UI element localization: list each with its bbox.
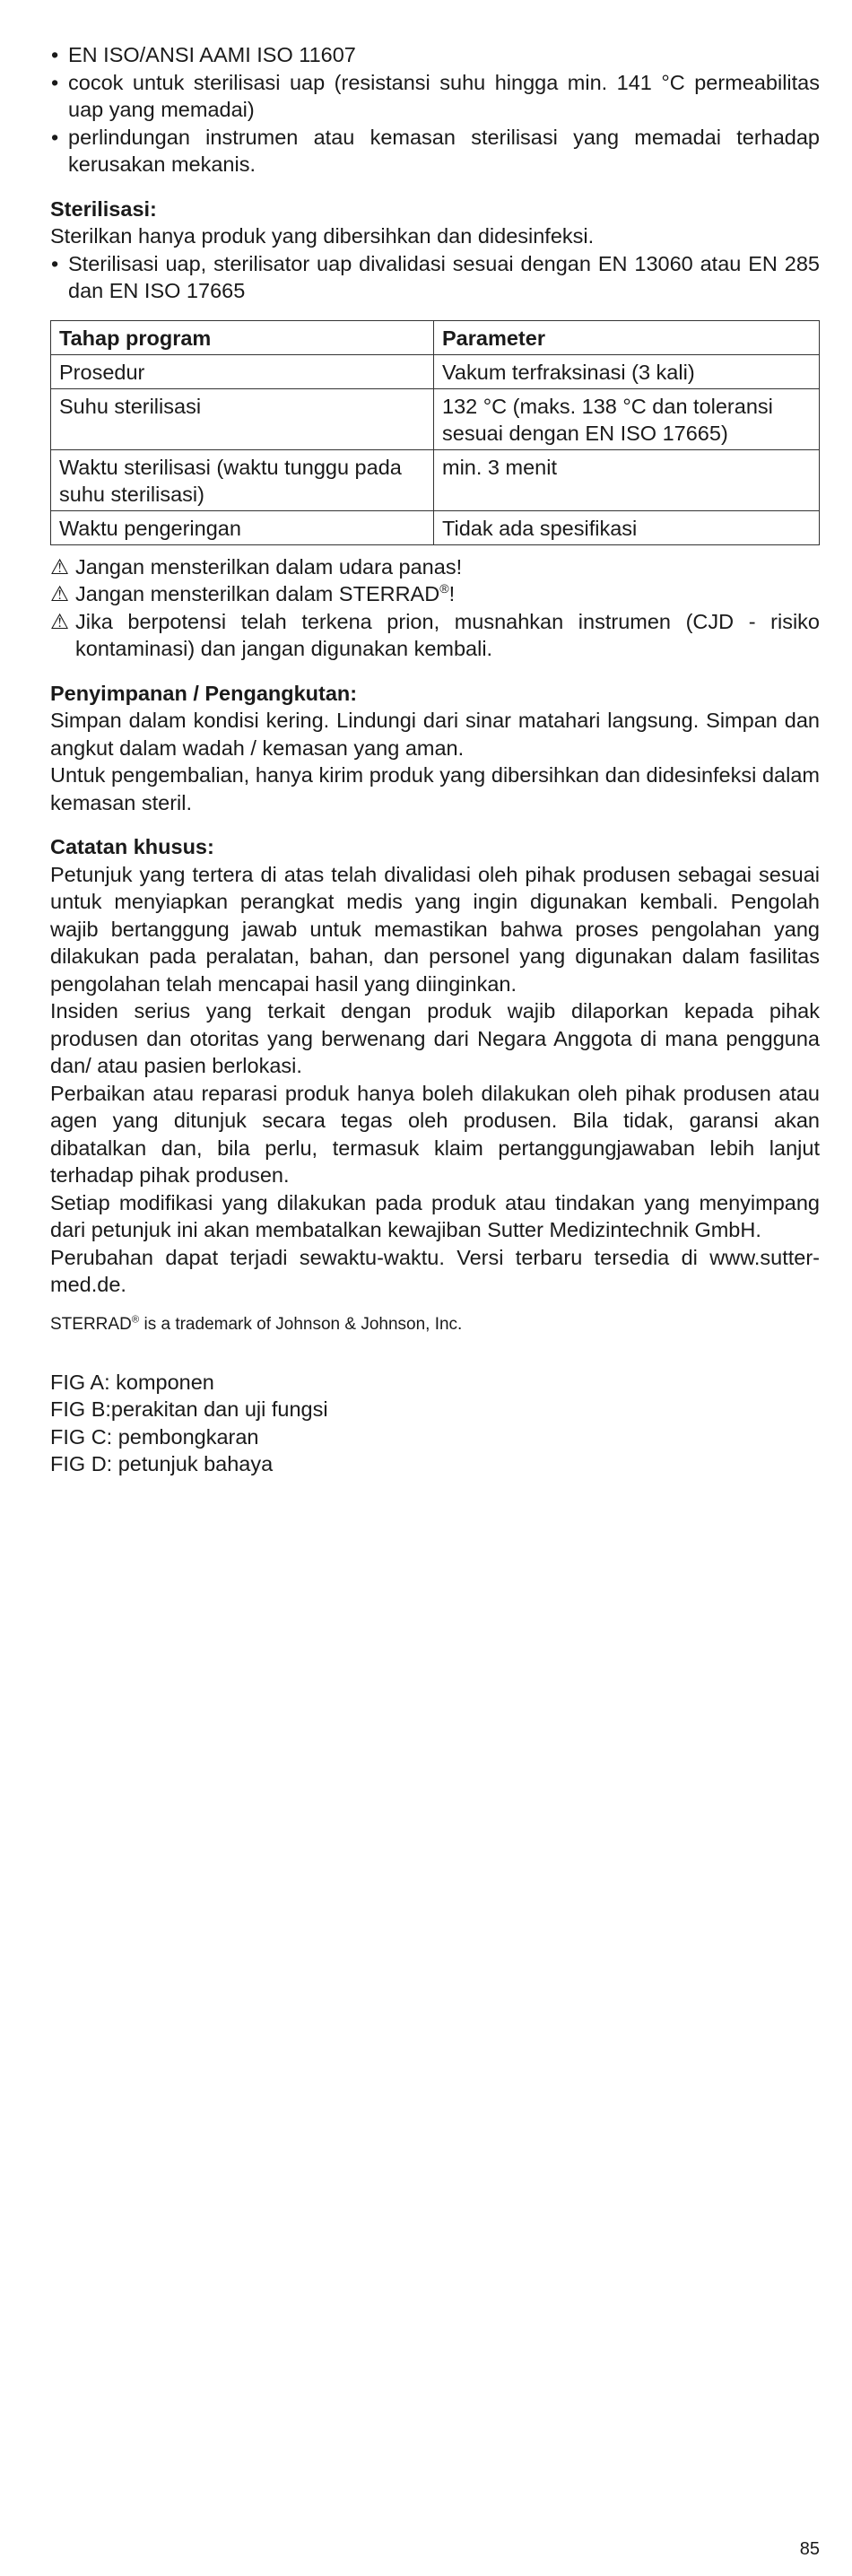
table-cell: min. 3 menit — [434, 449, 820, 510]
table-row — [51, 354, 820, 388]
registered-mark: ® — [131, 1314, 140, 1326]
section-heading: Penyimpanan / Pengangkutan: — [50, 681, 358, 705]
document-page — [50, 41, 820, 1478]
warning-text: Jika berpotensi telah terkena prion, musnahkan instrumen (CJD - risiko kontaminasi) dan jangan digunakan kembali. — [75, 609, 820, 660]
table-header: Parameter — [434, 320, 820, 354]
table-header-row — [51, 320, 820, 354]
paragraph: Perbaikan atau reparasi produk hanya boleh dilakukan oleh pihak produsen atau agen yang ditunjuk secara tegas oleh produsen. Bila tidak, garansi akan dibatalkan dan, bila perlu, termasuk klaim pertanggungjawaban lebih lanjut terhadap pihak produsen. — [50, 1081, 820, 1187]
table-cell: 132 °C (maks. 138 °C dan toleransi sesuai dengan EN ISO 17665) — [434, 388, 820, 449]
trademark-note — [50, 1313, 820, 1336]
warning-sterrad — [50, 580, 820, 608]
warning-text: Jangan mensterilkan dalam udara panas! — [75, 554, 463, 579]
warning-triangle-icon: ⚠ — [50, 554, 70, 579]
warning-triangle-icon: ⚠ — [50, 609, 70, 633]
table-row — [51, 449, 820, 510]
trademark-text: is a trademark of Johnson & Johnson, Inc. — [139, 1314, 463, 1334]
figure-caption: FIG D: petunjuk bahaya — [50, 1452, 274, 1475]
paragraph: Setiap modifikasi yang dilakukan pada produk atau tindakan yang menyimpang dari petunjuk ini akan membatalkan kewajiban Sutter Medizintechnik GmbH. — [50, 1190, 820, 1241]
table-row — [51, 388, 820, 449]
list-item: • cocok untuk sterilisasi uap (resistansi suhu hingga min. 141 °C permeabilitas uap yang memadai) — [50, 69, 820, 124]
requirements-list — [50, 41, 820, 178]
warning-prion — [50, 608, 820, 663]
trademark-name: STERRAD — [50, 1314, 132, 1334]
table-header: Tahap program — [51, 320, 434, 354]
table-cell: Waktu sterilisasi (waktu tunggu pada suhu sterilisasi) — [51, 449, 434, 510]
warning-text-end: ! — [448, 582, 456, 605]
table-cell: Suhu sterilisasi — [51, 388, 434, 449]
sterilization-list — [50, 250, 820, 305]
sterilization-section — [50, 196, 820, 663]
paragraph: Perubahan dapat terjadi sewaktu-waktu. Versi terbaru tersedia di www.sutter-med.de. — [50, 1245, 820, 1296]
paragraph: Petunjuk yang tertera di atas telah divalidasi oleh pihak produsen sebagai sesuai untuk menyiapkan perangkat medis yang ingin digunakan kembali. Pengolah wajib bertanggung jawab untuk memastikan bahwa proses pengolahan yang dilakukan pada peralatan, bahan, dan personel yang digunakan dalam fasilitas pengolahan telah mencapai hasil yang diinginkan. — [50, 862, 820, 996]
paragraph: Insiden serius yang terkait dengan produk wajib dilaporkan kepada pihak produsen dan otoritas yang berwenang dari Negara Anggota di mana pengguna dan/ atau pasien berlokasi. — [50, 999, 820, 1077]
registered-mark: ® — [439, 581, 449, 596]
figure-list — [50, 1369, 820, 1478]
figure-caption: FIG A: komponen — [50, 1370, 214, 1394]
table-row — [51, 510, 820, 544]
notes-section — [50, 833, 820, 1336]
storage-section — [50, 680, 820, 817]
sterilization-intro: Sterilkan hanya produk yang dibersihkan dan didesinfeksi. — [50, 224, 595, 248]
table-cell: Vakum terfraksinasi (3 kali) — [434, 354, 820, 388]
sterilization-parameters-table — [50, 320, 820, 545]
paragraph: Simpan dalam kondisi kering. Lindungi dari sinar matahari langsung. Simpan dan angkut dalam wadah / kemasan yang aman. — [50, 709, 820, 760]
section-heading: Catatan khusus: — [50, 835, 214, 858]
warning-triangle-icon: ⚠ — [50, 582, 70, 605]
section-heading: Sterilisasi: — [50, 196, 157, 221]
figure-caption: FIG C: pembongkaran — [50, 1424, 259, 1449]
table-cell: Prosedur — [51, 354, 434, 388]
list-item: • EN ISO/ANSI AAMI ISO 11607 — [50, 41, 820, 69]
table-cell: Tidak ada spesifikasi — [434, 510, 820, 544]
figure-caption: FIG B:perakitan dan uji fungsi — [50, 1397, 328, 1421]
table-cell: Waktu pengeringan — [51, 510, 434, 544]
list-item: • Sterilisasi uap, sterilisator uap divalidasi sesuai dengan EN 13060 atau EN 285 dan EN ISO 17665 — [50, 250, 820, 305]
warning-hot-air — [50, 553, 820, 581]
paragraph: Untuk pengembalian, hanya kirim produk yang dibersihkan dan didesinfeksi dalam kemasan steril. — [50, 763, 820, 814]
warning-text: Jangan mensterilkan dalam STERRAD — [75, 582, 440, 605]
list-item: • perlindungan instrumen atau kemasan sterilisasi yang memadai terhadap kerusakan mekanis. — [50, 124, 820, 178]
page-number: 85 — [799, 2539, 820, 2559]
